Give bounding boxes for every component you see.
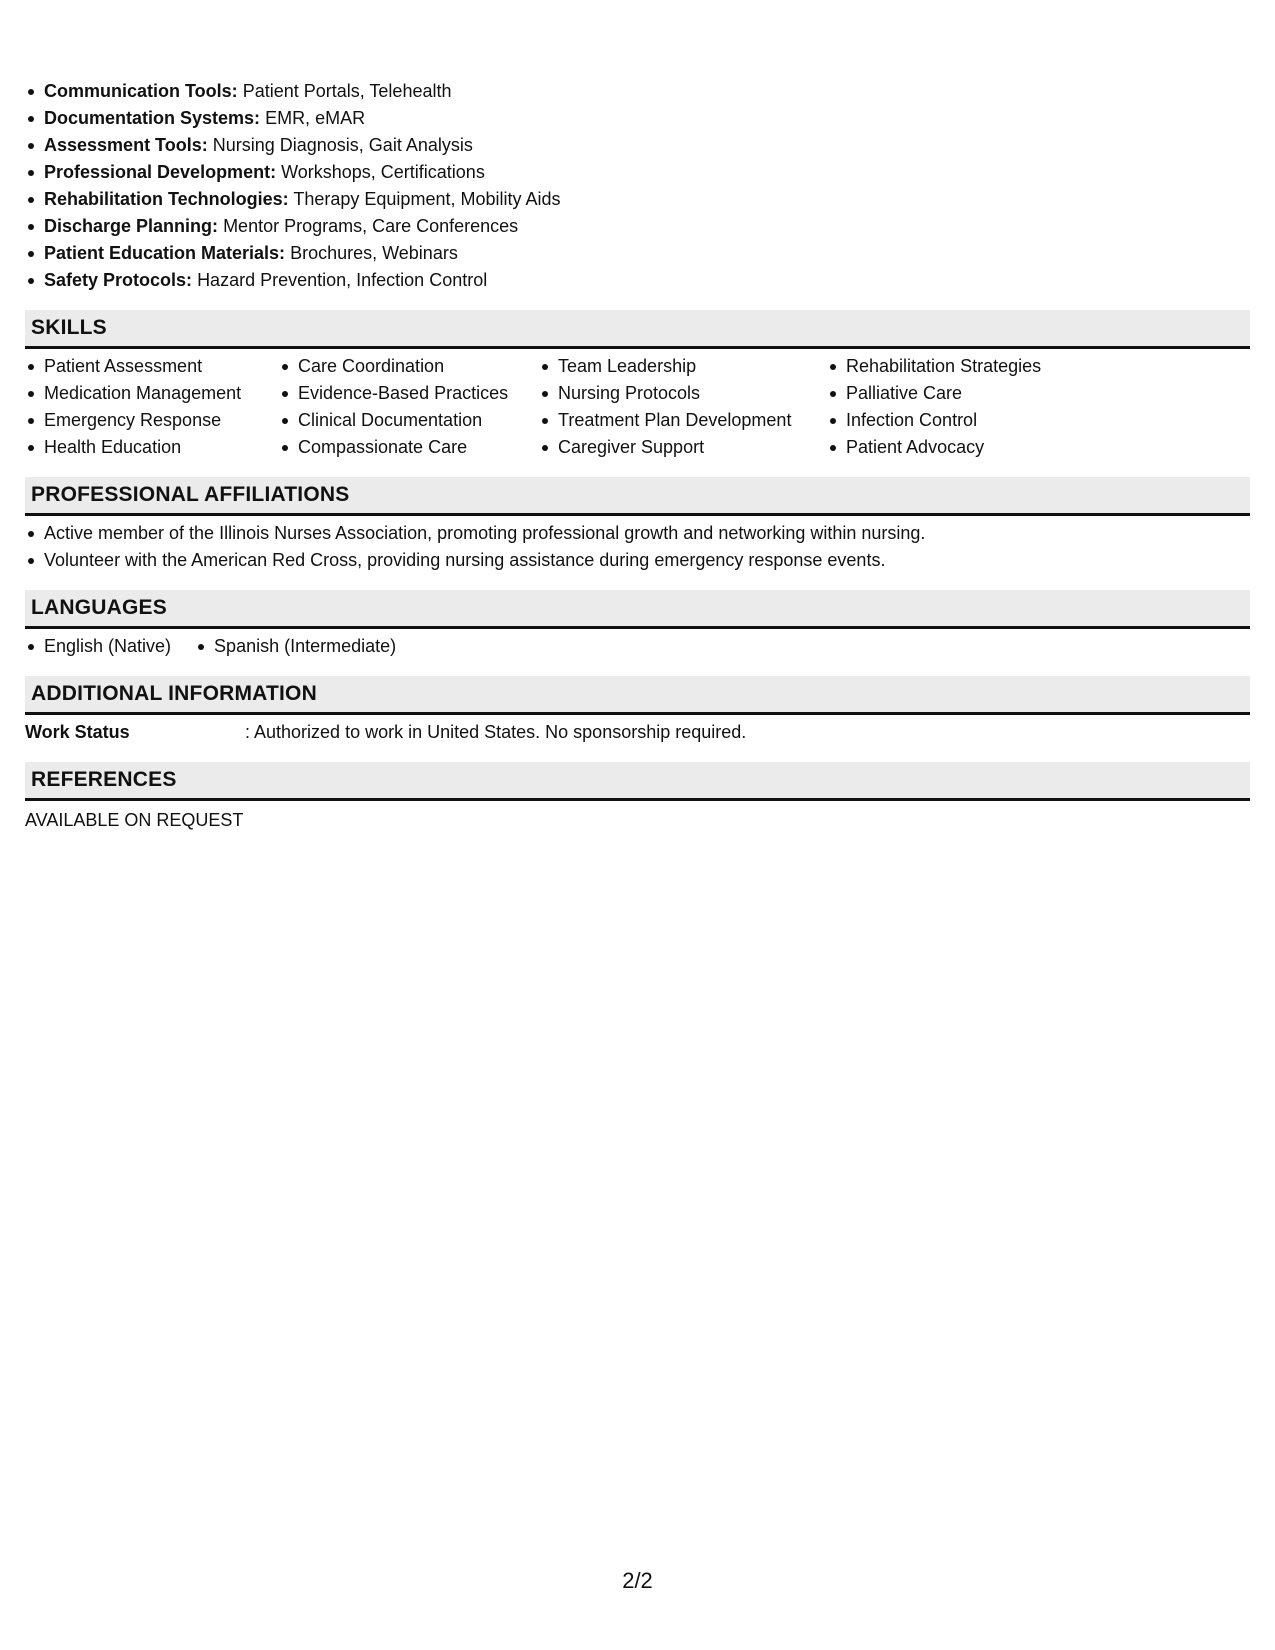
list-item [25, 213, 1250, 240]
tool-label: Discharge Planning: [44, 216, 219, 236]
skill-item: Rehabilitation Strategies [827, 353, 1127, 380]
skills-grid [25, 353, 1250, 461]
tool-value: Hazard Prevention, Infection Control [197, 270, 488, 290]
skill-item: Nursing Protocols [539, 380, 827, 407]
skill-item: Health Education [25, 434, 279, 461]
tool-label: Safety Protocols: [44, 270, 193, 290]
language-item: English (Native) [25, 633, 171, 660]
languages-section-title: LANGUAGES [25, 590, 1250, 629]
skill-item: Treatment Plan Development [539, 407, 827, 434]
affiliations-section-title: PROFESSIONAL AFFILIATIONS [25, 477, 1250, 516]
skill-item: Evidence-Based Practices [279, 380, 539, 407]
tool-value: Workshops, Certifications [281, 162, 485, 182]
tool-value: Nursing Diagnosis, Gait Analysis [212, 135, 473, 155]
tools-list [25, 78, 1250, 294]
skill-item: Emergency Response [25, 407, 279, 434]
affiliation-item: Volunteer with the American Red Cross, providing nursing assistance during emergency response events. [25, 547, 1250, 574]
tool-value: EMR, eMAR [265, 108, 366, 128]
tool-label: Rehabilitation Technologies: [44, 189, 289, 209]
page-number: 2/2 [622, 1568, 653, 1593]
list-item [25, 186, 1250, 213]
skill-item: Care Coordination [279, 353, 539, 380]
tool-label: Communication Tools: [44, 81, 238, 101]
skill-item: Patient Advocacy [827, 434, 1127, 461]
skills-section-title: SKILLS [25, 310, 1250, 349]
language-item: Spanish (Intermediate) [195, 633, 396, 660]
languages-list [25, 633, 1250, 660]
list-item [25, 132, 1250, 159]
work-status-row [25, 719, 1250, 746]
list-item [25, 267, 1250, 294]
references-section-title: REFERENCES [25, 762, 1250, 801]
tool-label: Patient Education Materials: [44, 243, 286, 263]
skill-item: Team Leadership [539, 353, 827, 380]
tool-value: Mentor Programs, Care Conferences [223, 216, 519, 236]
skill-item: Patient Assessment [25, 353, 279, 380]
list-item [25, 159, 1250, 186]
list-item [25, 78, 1250, 105]
skill-item: Clinical Documentation [279, 407, 539, 434]
tool-label: Assessment Tools: [44, 135, 208, 155]
tool-label: Documentation Systems: [44, 108, 261, 128]
tool-label: Professional Development: [44, 162, 277, 182]
resume-page [25, 78, 1250, 834]
work-status-label: Work Status [25, 722, 130, 742]
additional-info-section-title: ADDITIONAL INFORMATION [25, 676, 1250, 715]
skill-item: Palliative Care [827, 380, 1127, 407]
work-status-value: : Authorized to work in United States. No sponsorship required. [245, 722, 747, 742]
references-text: AVAILABLE ON REQUEST [25, 810, 244, 830]
tool-value: Patient Portals, Telehealth [242, 81, 452, 101]
affiliation-item: Active member of the Illinois Nurses Association, promoting professional growth and networking within nursing. [25, 520, 1250, 547]
list-item [25, 105, 1250, 132]
skill-item: Medication Management [25, 380, 279, 407]
tool-value: Brochures, Webinars [290, 243, 458, 263]
skills-column [25, 353, 279, 461]
skill-item: Caregiver Support [539, 434, 827, 461]
tool-value: Therapy Equipment, Mobility Aids [293, 189, 561, 209]
skill-item: Compassionate Care [279, 434, 539, 461]
list-item [25, 240, 1250, 267]
skills-column [827, 353, 1127, 461]
affiliations-list [25, 520, 1250, 574]
skills-column [539, 353, 827, 461]
skill-item: Infection Control [827, 407, 1127, 434]
skills-column [279, 353, 539, 461]
